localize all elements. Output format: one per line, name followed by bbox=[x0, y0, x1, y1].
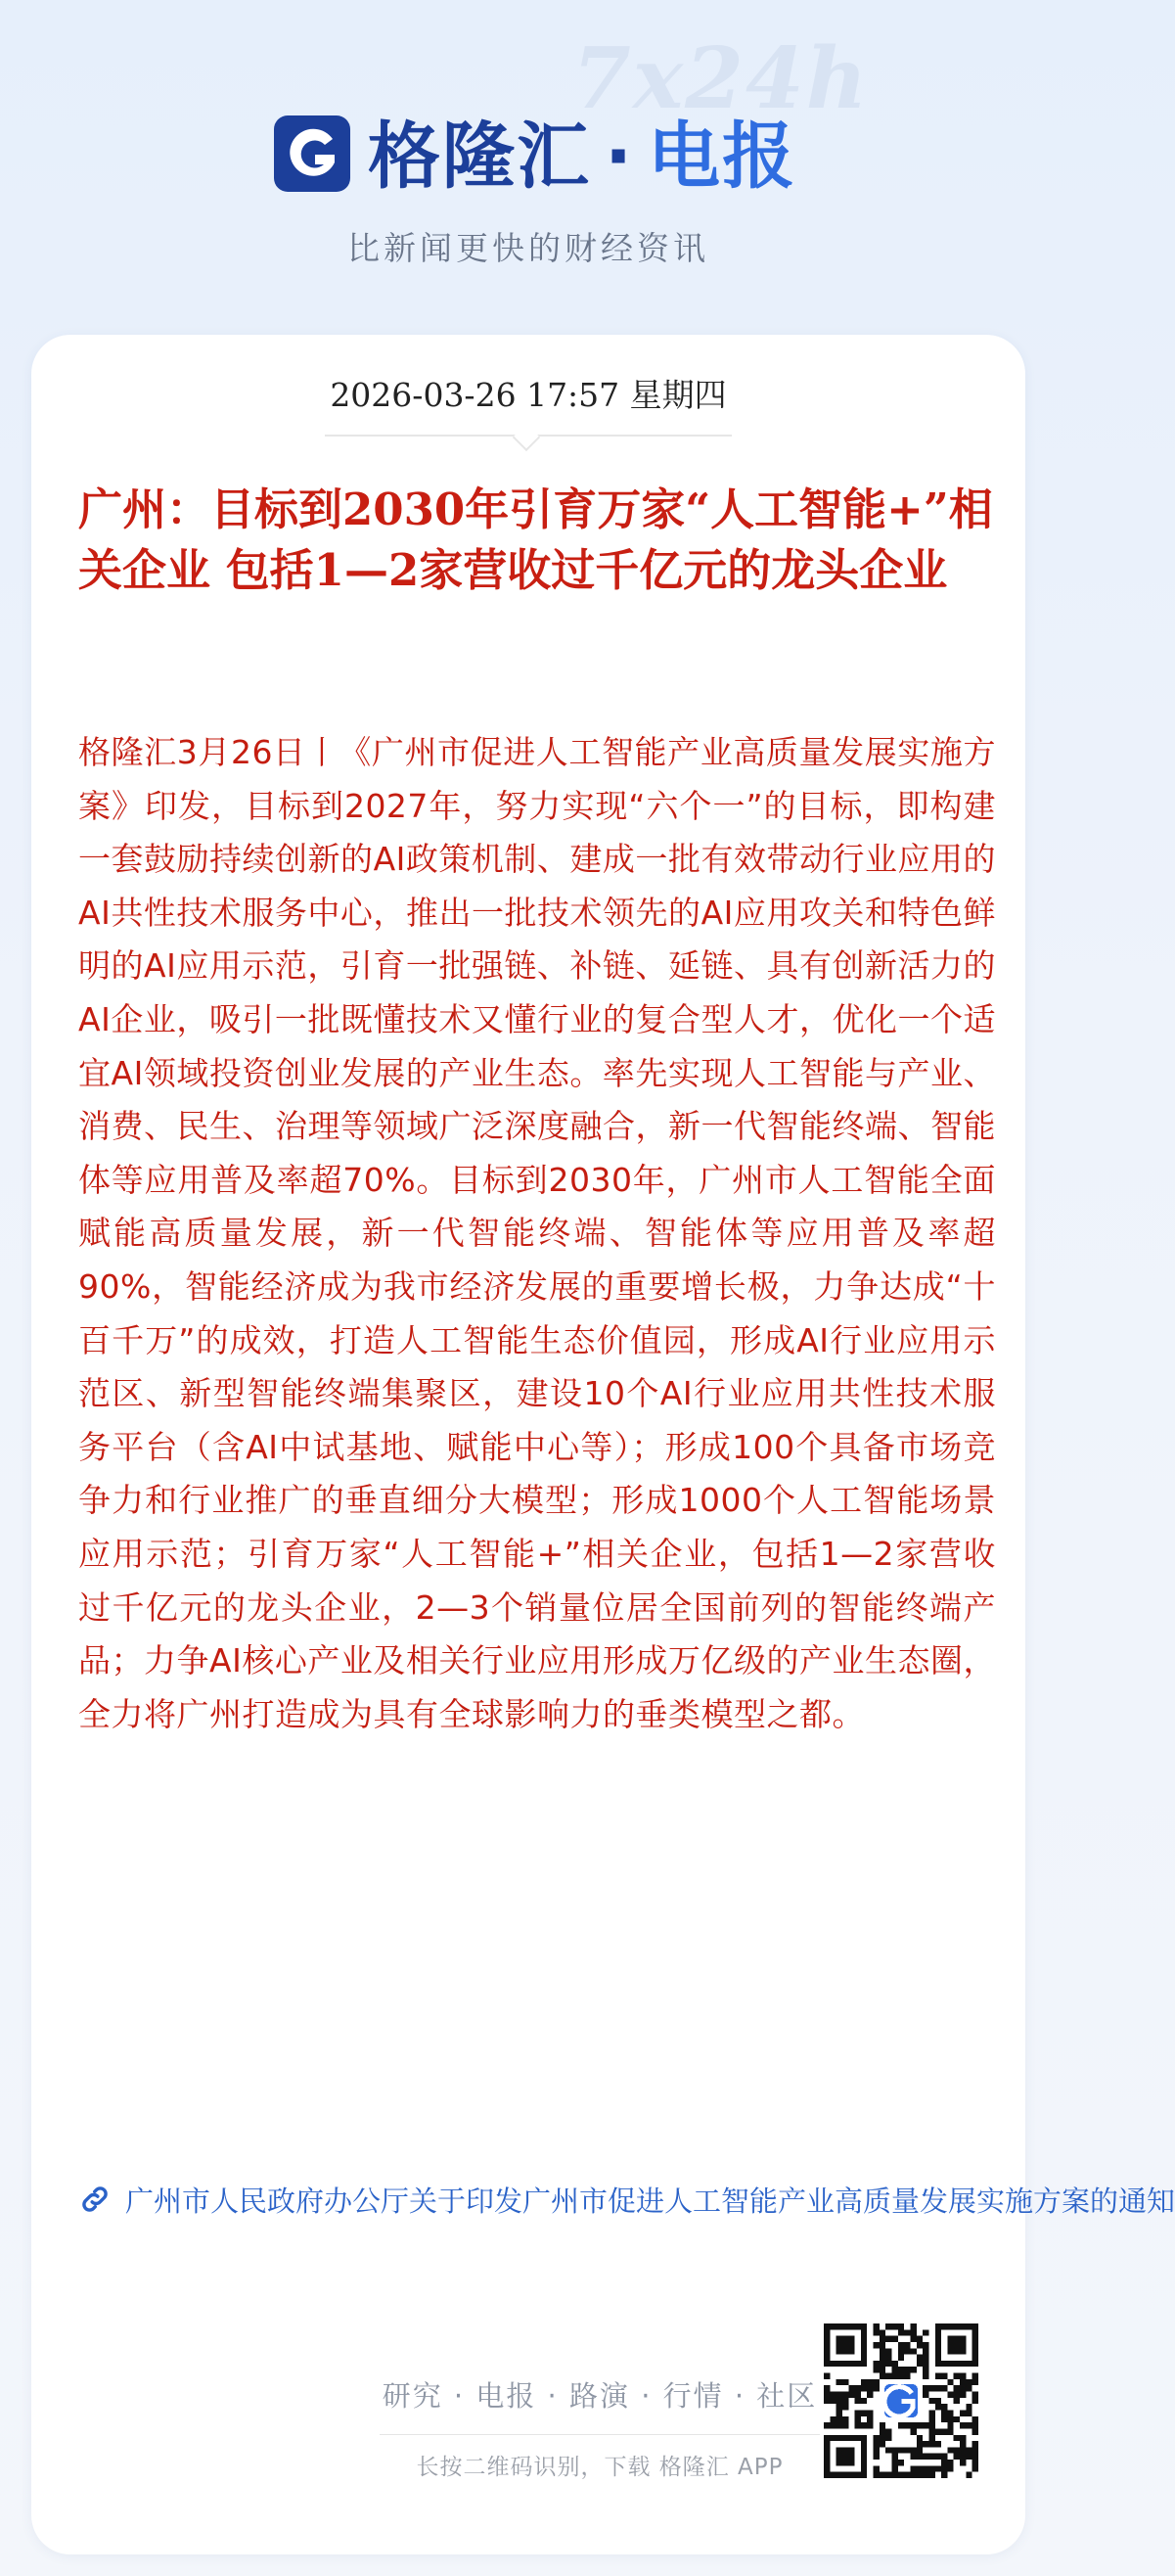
article-body: 格隆汇3月26日丨《广州市促进人工智能产业高质量发展实施方案》印发，目标到2027年，努力实现“六个一”的目标，即构建一套鼓励持续创新的AI政策机制、建成一批有效带动行业应用的AI共性技术服务中心，推出一批技术领先的AI应用攻关和特色鲜明的AI应用示范，引育一批强链、补链、延链、具有创新活力的AI企业，吸引一批既懂技术又懂行业的复合型人才，优化一个适宜AI领域投资创业发展的产业生态。率先实现人工智能与产业、消费、民生、治理等领域广泛深度融合，新一代智能终端、智能体等应用普及率超70%。目标到2030年，广州市人工智能全面赋能高质量发展，新一代智能终端、智能体等应用普及率超90%，智能经济成为我市经济发展的重要增长极，力争达成“十百千万”的成效，打造人工智能生态价值园，形成AI行业应用示范区、新型智能终端集聚区，建设10个AI行业应用共性技术服务平台（含AI中试基地、赋能中心等）；形成100个具备市场竞争力和行业推广的垂直细分大模型；形成1000个人工智能场景应用示范；引育万家“人工智能+”相关企业，包括1—2家营收过千亿元的龙头企业，2—3个销量位居全国前列的智能终端产品；力争AI核心产业及相关行业应用形成万亿级的产业生态圈，全力将广州打造成为具有全球影响力的垂类模型之都。 bbox=[78, 733, 996, 1733]
brand-header bbox=[0, 108, 1057, 206]
article-card bbox=[31, 335, 1175, 2554]
gelonghui-logo-icon bbox=[274, 115, 350, 192]
brand-dot: · bbox=[605, 115, 635, 199]
article-datetime: 2026-03-26 17:57 星期四 bbox=[330, 376, 727, 414]
footer-nav: 研究 · 电报 · 路演 · 行情 · 社区 bbox=[382, 2379, 818, 2413]
related-link[interactable] bbox=[78, 2175, 1175, 2224]
watermark-7x24h: 7x24h bbox=[572, 29, 870, 128]
slogan: 比新闻更快的财经资讯 bbox=[347, 229, 709, 267]
link-icon bbox=[78, 2183, 112, 2216]
datetime-notch bbox=[513, 424, 540, 451]
brand-name: 格隆汇 bbox=[368, 115, 591, 199]
qr-code[interactable] bbox=[824, 2323, 978, 2478]
brand-title bbox=[368, 108, 796, 206]
article-title: 广州：目标到2030年引育万家“人工智能+”相关企业 包括1—2家营收过千亿元的龙头企业 bbox=[78, 483, 993, 596]
footer-hint: 长按二维码识别，下载 格隆汇 APP bbox=[416, 2455, 784, 2480]
related-link-text[interactable]: 广州市人民政府办公厅关于印发广州市促进人工智能产业高质量发展实施方案的通知 bbox=[125, 2184, 1175, 2218]
footer-divider bbox=[380, 2434, 820, 2435]
brand-sub: 电报 bbox=[648, 115, 797, 199]
